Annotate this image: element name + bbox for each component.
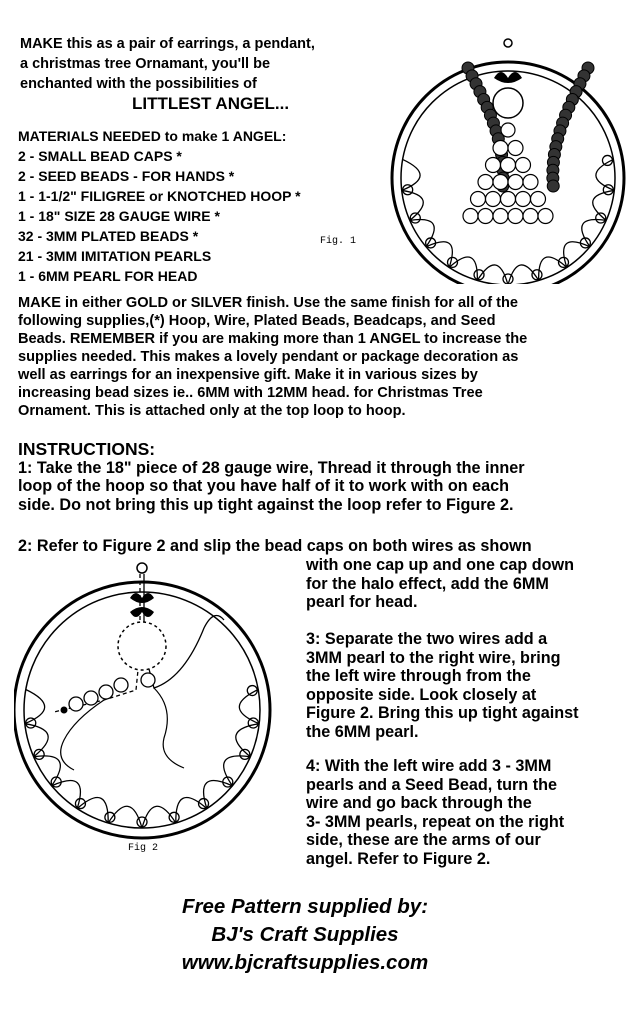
step-4-line: 4: With the left wire add 3 - 3MM [306,757,552,775]
step-1-line: loop of the hoop so that you have half of it to work with on each [18,477,510,495]
step-3-line: 3: Separate the two wires add a [306,630,548,648]
pattern-title: LITTLEST ANGEL... [132,94,290,113]
intro-line: MAKE this as a pair of earrings, a pendant, [20,36,315,52]
imitation-pearl [486,158,501,173]
materials-heading: MATERIALS NEEDED to make 1 ANGEL: [18,128,287,144]
step-3 [306,630,579,741]
plated-bead [547,180,559,192]
instructions-section [18,440,525,514]
imitation-pearl [478,209,493,224]
material-item: 1 - 6MM PEARL FOR HEAD [18,268,198,284]
material-item: 2 - SEED BEADS - FOR HANDS * [18,168,235,184]
step-2-line: pearl for head. [306,593,418,611]
imitation-pearl [508,141,523,156]
paragraph-line: Ornament. This is attached only at the top loop to hoop. [18,403,406,419]
figure-1-caption: Fig. 1 [320,236,357,247]
filigree-scallop [77,798,108,824]
material-item: 2 - SMALL BEAD CAPS * [18,148,182,164]
imitation-pearl [508,175,523,190]
material-item: 1 - 18" SIZE 28 GAUGE WIRE * [18,208,220,224]
paragraph-line: supplies needed. This makes a lovely pendant or package decoration as [18,349,519,365]
step-3-line: the 6MM pearl. [306,722,419,741]
figure-1-angel-illustration [388,38,628,284]
materials-list [18,126,301,286]
step-2-line: 2: Refer to Figure 2 and slip the bead caps on both wires as shown [18,537,532,555]
filigree-scallop [224,756,251,786]
material-item: 32 - 3MM PLATED BEADS * [18,228,199,244]
imitation-pearl [516,158,531,173]
step-4-line: angel. Refer to Figure 2. [306,849,491,868]
step-2-line: with one cap up and one cap down [306,556,575,574]
imitation-pearl [501,123,515,137]
imitation-pearl [501,158,516,173]
imitation-pearl [486,192,501,207]
intro-line: enchanted with the possibilities of [20,76,257,92]
credit-line: Free Pattern supplied by: [181,895,429,918]
step-3-line: the left wire through from the [306,667,531,685]
step-3-line: Figure 2. Bring this up tight against [306,704,579,722]
step-1-line: 1: Take the 18" piece of 28 gauge wire, Thread it through the inner [18,458,525,477]
imitation-pearl [501,192,516,207]
filigree-scallop [539,257,567,280]
step-4 [306,757,564,868]
imitation-pearl [538,209,553,224]
step-1-line: side. Do not bring this up tight against the loop refer to Figure 2. [18,495,514,514]
material-item: 1 - 1-1/2" FILIGREE or KNOTCHED HOOP * [18,188,301,204]
paragraph-line: well as earrings for an inexpensive gift. Make it in various sizes by [18,367,478,383]
step-2-continued [306,556,574,612]
imitation-pearl [531,192,546,207]
step-4-line: wire and go back through the [306,794,532,812]
paragraph-line: increasing bead sizes ie.. 6MM with 12MM head. for Christmas Tree [18,385,483,401]
filigree-bead [503,274,513,284]
imitation-pearl [508,209,523,224]
imitation-pearl [478,175,493,190]
intro-line: a christmas tree Ornamant, you'll be [20,56,271,72]
step-2-line: for the halo effect, add the 6MM [306,574,549,593]
figure-2-assembly-illustration [14,560,284,842]
finish-instructions [18,294,527,420]
paragraph-line: MAKE in either GOLD or SILVER finish. Use the same finish for all of the [18,295,519,311]
step-4-line: side, these are the arms of our [306,831,541,849]
footer-credit [0,893,610,977]
imitation-pearl [493,175,508,190]
filigree-scallop [449,257,477,280]
imitation-pearl [516,192,531,207]
step-3-line: 3MM pearl to the right wire, bring [306,648,561,667]
paragraph-line: following supplies,(*) Hoop, Wire, Plated Beads, Beadcaps, and Seed [18,313,496,329]
paragraph-line: Beads. REMEMBER if you are making more than 1 ANGEL to increase the [18,331,528,347]
material-item: 21 - 3MM IMITATION PEARLS [18,248,212,264]
figure-2-caption: Fig 2 [128,843,159,854]
supplier-website: www.bjcraftsupplies.com [181,951,429,974]
imitation-pearl [523,175,538,190]
filigree-bead [137,817,147,827]
imitation-pearl [471,192,486,207]
imitation-pearl [493,209,508,224]
filigree-scallop [176,798,207,824]
intro-text [20,34,315,114]
imitation-pearl [523,209,538,224]
imitation-pearl [493,141,508,156]
filigree-scallop [34,756,61,786]
step-3-line: opposite side. Look closely at [306,685,537,704]
instructions-heading: INSTRUCTIONS: [18,439,156,459]
step-4-line: pearls and a Seed Bead, turn the [306,775,557,794]
imitation-pearl [463,209,478,224]
step-2-first-line [18,537,532,556]
step-4-line: 3- 3MM pearls, repeat on the right [306,812,565,831]
supplier-name: BJ's Craft Supplies [211,923,399,946]
